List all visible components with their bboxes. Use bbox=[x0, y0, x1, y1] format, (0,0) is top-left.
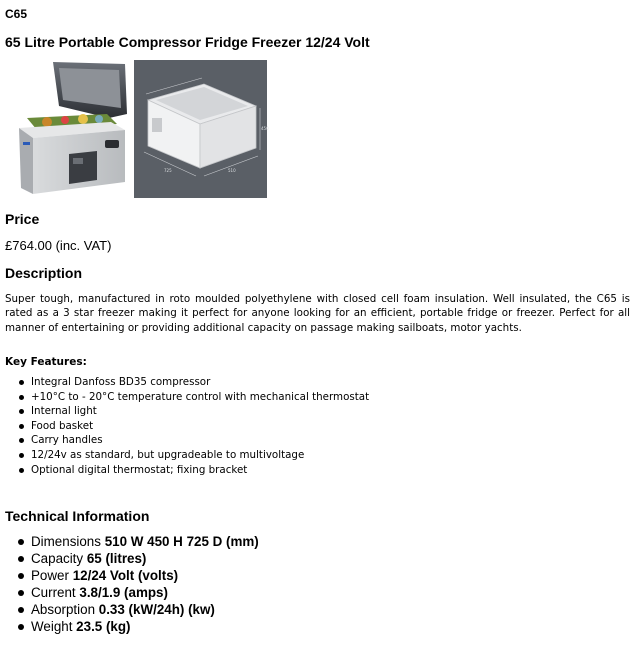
key-features-list bbox=[17, 375, 369, 477]
spec-value: 0.33 (kW/24h) (kw) bbox=[98, 602, 215, 617]
list-item: Optional digital thermostat; fixing bracket bbox=[17, 463, 369, 478]
product-photo[interactable] bbox=[13, 58, 131, 198]
technical-list bbox=[17, 533, 259, 635]
list-item: Internal light bbox=[17, 404, 369, 419]
price-value: £764.00 (inc. VAT) bbox=[5, 238, 112, 253]
diagram-label-c: 450 bbox=[261, 126, 269, 131]
product-title: 65 Litre Portable Compressor Fridge Freezer 12/24 Volt bbox=[5, 34, 370, 50]
fridge-photo-icon bbox=[13, 58, 131, 198]
spec-value: 510 W 450 H 725 D (mm) bbox=[104, 534, 259, 549]
spec-label: Dimensions bbox=[31, 534, 101, 549]
list-item: Integral Danfoss BD35 compressor bbox=[17, 375, 369, 390]
key-features-heading: Key Features: bbox=[5, 356, 87, 368]
spec-label: Weight bbox=[31, 619, 73, 634]
spec-value: 23.5 (kg) bbox=[76, 619, 131, 634]
list-item: Carry handles bbox=[17, 433, 369, 448]
spec-label: Absorption bbox=[31, 602, 96, 617]
dimension-diagram[interactable] bbox=[134, 60, 267, 198]
spec-label: Capacity bbox=[31, 551, 84, 566]
dimension-drawing-icon bbox=[134, 60, 267, 198]
list-item bbox=[17, 601, 259, 618]
list-item bbox=[17, 567, 259, 584]
diagram-label-a: 725 bbox=[164, 168, 172, 173]
technical-heading: Technical Information bbox=[5, 508, 150, 524]
list-item: 12/24v as standard, but upgradeable to multivoltage bbox=[17, 448, 369, 463]
spec-label: Current bbox=[31, 585, 76, 600]
spec-value: 12/24 Volt (volts) bbox=[72, 568, 179, 583]
description-heading: Description bbox=[5, 265, 83, 281]
spec-value: 3.8/1.9 (amps) bbox=[79, 585, 168, 600]
list-item bbox=[17, 618, 259, 635]
diagram-label-b: 510 bbox=[228, 168, 236, 173]
description-text: Super tough, manufactured in roto moulded polyethylene with closed cell foam insulation. Well insulated, the C65 is rated as a 3 star freezer making it perfect for anyone looking for an efficient, portable fridge or freezer. Perfect for all manner of entertaining or providing additional capacity on passage making sailboats, motor yachts. bbox=[5, 293, 630, 334]
spec-value: 65 (litres) bbox=[86, 551, 147, 566]
list-item bbox=[17, 533, 259, 550]
list-item bbox=[17, 584, 259, 601]
list-item bbox=[17, 550, 259, 567]
list-item: +10°C to - 20°C temperature control with mechanical thermostat bbox=[17, 390, 369, 405]
product-code: C65 bbox=[5, 7, 28, 21]
spec-label: Power bbox=[31, 568, 69, 583]
list-item: Food basket bbox=[17, 419, 369, 434]
price-heading: Price bbox=[5, 211, 40, 227]
